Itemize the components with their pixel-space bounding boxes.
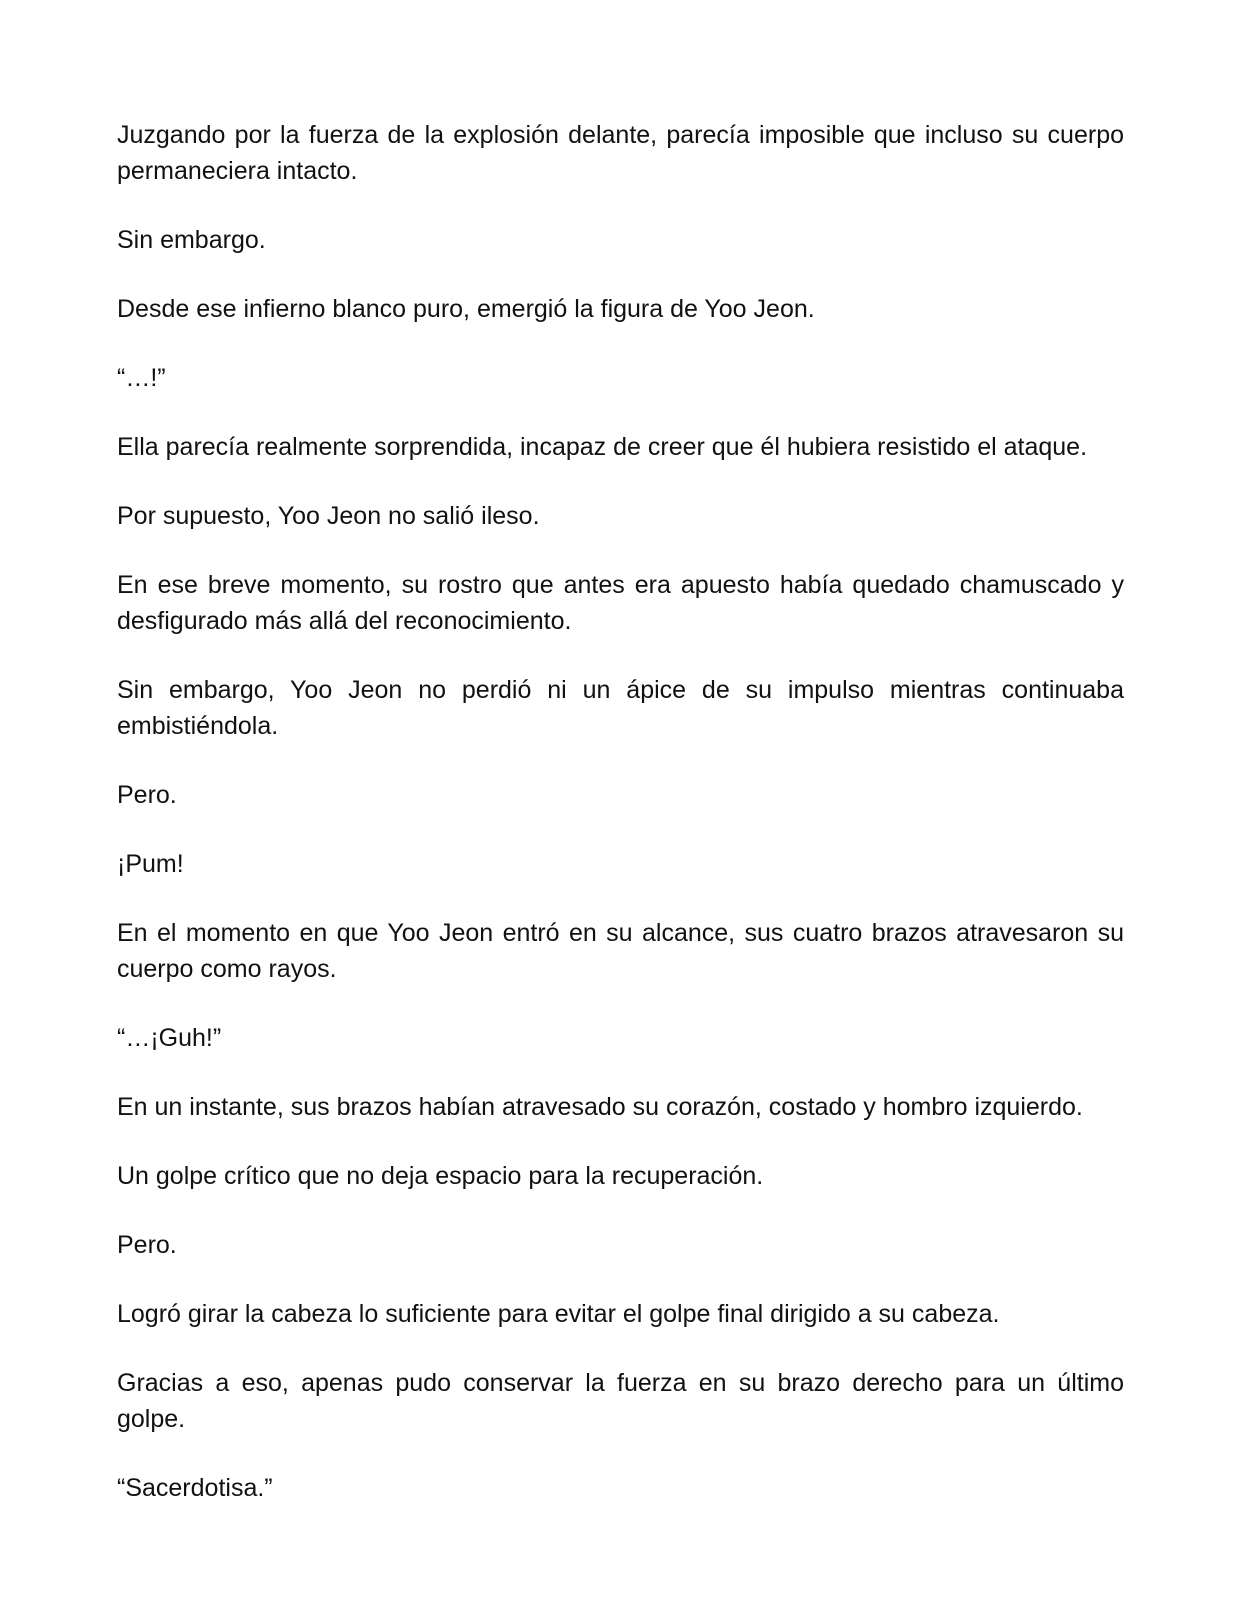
paragraph: Por supuesto, Yoo Jeon no salió ileso. bbox=[117, 502, 540, 530]
paragraph: Logró girar la cabeza lo suficiente para evitar el golpe final dirigido a su cabeza. bbox=[117, 1300, 1000, 1328]
paragraph: En el momento en que Yoo Jeon entró en su alcance, sus cuatro brazos atravesaron su cuerpo como rayos. bbox=[117, 919, 1124, 983]
paragraph: Gracias a eso, apenas pudo conservar la fuerza en su brazo derecho para un último golpe. bbox=[117, 1369, 1124, 1433]
paragraph: Juzgando por la fuerza de la explosión delante, parecía imposible que incluso su cuerpo permaneciera intacto. bbox=[117, 121, 1124, 185]
dialogue-line: “…¡Guh!” bbox=[117, 1024, 222, 1052]
paragraph: Ella parecía realmente sorprendida, incapaz de creer que él hubiera resistido el ataque. bbox=[117, 433, 1088, 461]
dialogue-line: “…!” bbox=[117, 364, 166, 392]
paragraph: En ese breve momento, su rostro que antes era apuesto había quedado chamuscado y desfigurado más allá del reconocimiento. bbox=[117, 571, 1124, 635]
paragraph: Pero. bbox=[117, 1231, 177, 1259]
document-body bbox=[117, 117, 1124, 1539]
paragraph: En un instante, sus brazos habían atravesado su corazón, costado y hombro izquierdo. bbox=[117, 1093, 1083, 1121]
paragraph: Sin embargo, Yoo Jeon no perdió ni un ápice de su impulso mientras continuaba embistiéndola. bbox=[117, 676, 1124, 740]
paragraph: Pero. bbox=[117, 781, 177, 809]
paragraph: Un golpe crítico que no deja espacio para la recuperación. bbox=[117, 1162, 764, 1190]
paragraph: ¡Pum! bbox=[117, 850, 184, 878]
dialogue-line: “Sacerdotisa.” bbox=[117, 1474, 273, 1502]
paragraph: Sin embargo. bbox=[117, 226, 266, 254]
paragraph: Desde ese infierno blanco puro, emergió la figura de Yoo Jeon. bbox=[117, 295, 815, 323]
